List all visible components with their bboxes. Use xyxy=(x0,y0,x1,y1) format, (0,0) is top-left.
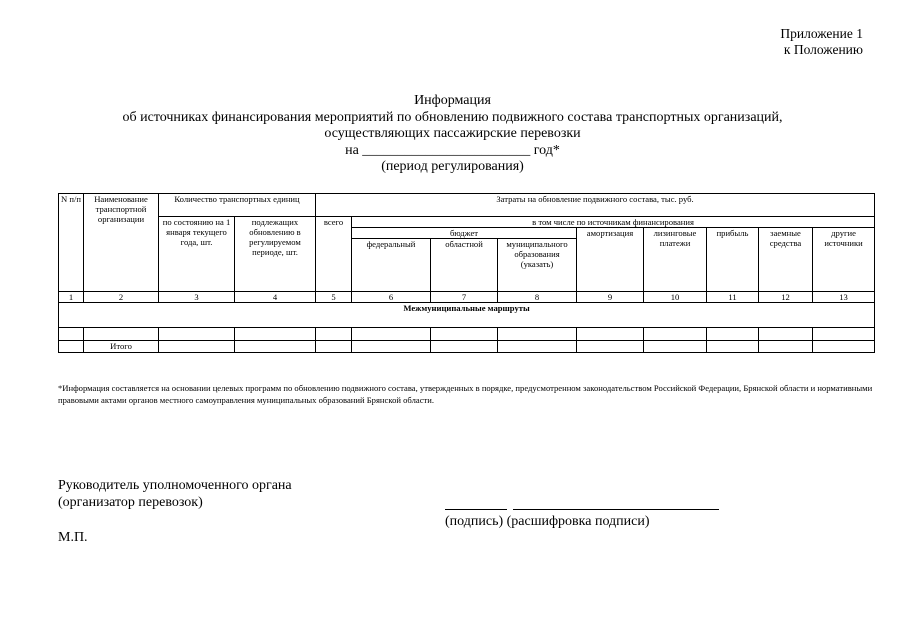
annex-note xyxy=(780,26,863,58)
header-org-name: Наименование транспортной организации xyxy=(84,194,159,292)
header-vehicle-count: Количество транспортных единиц xyxy=(159,194,316,217)
footnote: *Информация составляется на основании целевых программ по обновлению подвижного состава, утвержденных в порядке, предусмотренном законодательством Российской Федерации, Брянской области и нормативными правовыми актами органов местного самоуправления муниципальных образований Брянской области. xyxy=(58,383,873,405)
column-number: 1 xyxy=(59,292,84,303)
table-cell xyxy=(813,341,875,353)
title-line-3: осуществляющих пассажирские перевозки xyxy=(324,126,581,141)
table-cell xyxy=(577,341,644,353)
column-number: 8 xyxy=(498,292,577,303)
document-title xyxy=(0,93,905,176)
table-cell xyxy=(644,341,707,353)
annex-line-1: Приложение 1 xyxy=(780,26,863,41)
column-number: 5 xyxy=(316,292,352,303)
table-cell xyxy=(235,328,316,341)
column-number: 9 xyxy=(577,292,644,303)
header-amortization: амортизация xyxy=(577,228,644,292)
column-number: 4 xyxy=(235,292,316,303)
column-number: 6 xyxy=(352,292,431,303)
signature-caption: (подпись) (расшифровка подписи) xyxy=(445,514,650,529)
stamp-place: М.П. xyxy=(58,530,88,545)
header-costs: Затраты на обновление подвижного состава, тыс. руб. xyxy=(316,194,875,217)
title-line-2: об источниках финансирования мероприятий по обновлению подвижного состава транспортных организаций, xyxy=(122,109,783,125)
table-row xyxy=(59,328,875,341)
header-regional: областной xyxy=(431,239,498,292)
table-cell xyxy=(707,341,759,353)
header-other: другие источники xyxy=(813,228,875,292)
signature-line-2: (организатор перевозок) xyxy=(58,495,203,510)
header-num: N п/п xyxy=(59,194,84,292)
total-row xyxy=(59,341,875,353)
column-number: 10 xyxy=(644,292,707,303)
title-line-5: (период регулирования) xyxy=(381,159,524,174)
header-loans: заемные средства xyxy=(759,228,813,292)
title-line-4: на ________________________ год* xyxy=(345,142,560,158)
signature-line-1: Руководитель уполномоченного органа xyxy=(58,478,292,493)
table-cell xyxy=(159,341,235,353)
header-sources: в том числе по источникам финансирования xyxy=(352,217,875,228)
header-qty-january: по состоянию на 1 января текущего года, шт. xyxy=(159,217,235,292)
header-federal: федеральный xyxy=(352,239,431,292)
table-cell xyxy=(431,341,498,353)
table-cell xyxy=(316,341,352,353)
signature-block xyxy=(58,477,292,511)
table-cell xyxy=(577,328,644,341)
table-cell xyxy=(352,328,431,341)
name-underline xyxy=(513,509,719,510)
annex-line-2: к Положению xyxy=(783,42,863,57)
total-label: Итого xyxy=(84,341,159,353)
table-cell xyxy=(316,328,352,341)
section-title: Межмуниципальные маршруты xyxy=(59,303,875,328)
table-cell xyxy=(813,328,875,341)
header-leasing: лизинговые платежи xyxy=(644,228,707,292)
table-cell xyxy=(431,328,498,341)
column-number: 13 xyxy=(813,292,875,303)
column-number: 3 xyxy=(159,292,235,303)
signature-underline xyxy=(445,509,507,510)
table-cell xyxy=(159,328,235,341)
table-cell xyxy=(498,341,577,353)
table-cell xyxy=(644,328,707,341)
table-cell xyxy=(59,328,84,341)
table-cell xyxy=(759,328,813,341)
header-total: всего xyxy=(316,217,352,292)
column-number: 2 xyxy=(84,292,159,303)
table-cell xyxy=(59,341,84,353)
table-cell xyxy=(707,328,759,341)
title-line-1: Информация xyxy=(414,93,491,108)
financing-table xyxy=(58,193,875,353)
table-cell xyxy=(235,341,316,353)
table-cell xyxy=(352,341,431,353)
header-qty-renew: подлежащих обновлению в регулируемом периоде, шт. xyxy=(235,217,316,292)
table-cell xyxy=(84,328,159,341)
header-profit: прибыль xyxy=(707,228,759,292)
table-cell xyxy=(759,341,813,353)
column-number: 11 xyxy=(707,292,759,303)
table-cell xyxy=(498,328,577,341)
column-number: 7 xyxy=(431,292,498,303)
header-budget: бюджет xyxy=(352,228,577,239)
header-municipal: муниципального образования (указать) xyxy=(498,239,577,292)
column-number: 12 xyxy=(759,292,813,303)
